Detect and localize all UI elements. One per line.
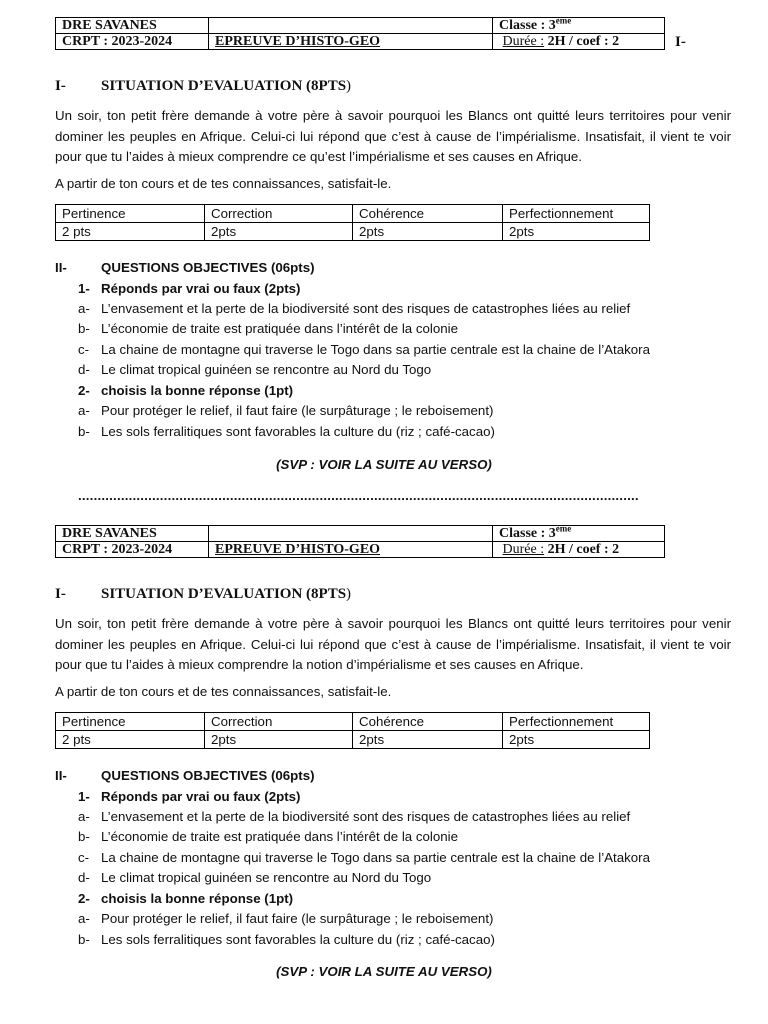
criteria-header: Cohérence	[353, 205, 503, 223]
criteria-table-top	[55, 204, 650, 241]
criteria-header: Cohérence	[353, 713, 503, 731]
instruction-bottom: A partir de ton cours et de tes connaissances, satisfait-le.	[55, 684, 392, 699]
header-crpt: CRPT : 2023-2024	[56, 542, 209, 558]
situation-paragraph-bottom: Un soir, ton petit frère demande à votre père à savoir pourquoi les Blancs ont quitté leurs territoires pour venir dominer les peuples en Afrique. Celui-ci lui répond que c’est à cause de l’impérialisme. Insatisfait, il vient te voir pour que tu l’aides à mieux comprendre la notion d’impérialisme et ses causes en Afrique.	[55, 616, 731, 672]
header-duree: Durée : 2H / coef : 2	[493, 542, 665, 558]
header-classe: Classe : 3ème	[493, 526, 665, 542]
criteria-points: 2 pts	[56, 223, 205, 241]
criteria-header: Perfectionnement	[503, 205, 650, 223]
side-mark: I-	[675, 34, 686, 50]
header-exam-title: EPREUVE D’HISTO-GEO	[209, 542, 493, 558]
criteria-table-bottom	[55, 712, 650, 749]
criteria-header: Pertinence	[56, 205, 205, 223]
criteria-points: 2 pts	[56, 731, 205, 749]
footer-note-bottom: (SVP : VOIR LA SUITE AU VERSO)	[276, 964, 492, 979]
header-classe: Classe : 3ème	[493, 18, 665, 34]
section1-heading-bottom: I- SITUATION D’EVALUATION (8PTS)	[55, 586, 352, 602]
footer-note-top: (SVP : VOIR LA SUITE AU VERSO)	[276, 457, 492, 472]
criteria-points: 2pts	[353, 731, 503, 749]
header-empty-cell	[209, 526, 493, 542]
criteria-header: Correction	[205, 713, 353, 731]
criteria-points: 2pts	[353, 223, 503, 241]
header-region: DRE SAVANES	[56, 18, 209, 34]
header-table-top	[55, 17, 665, 50]
header-table-bottom	[55, 525, 665, 558]
criteria-header: Correction	[205, 205, 353, 223]
criteria-points: 2pts	[205, 223, 353, 241]
criteria-header: Perfectionnement	[503, 713, 650, 731]
criteria-header: Pertinence	[56, 713, 205, 731]
header-crpt: CRPT : 2023-2024	[56, 34, 209, 50]
header-region: DRE SAVANES	[56, 526, 209, 542]
header-empty-cell	[209, 18, 493, 34]
situation-paragraph-top: Un soir, ton petit frère demande à votre père à savoir pourquoi les Blancs ont quitté leurs territoires pour venir dominer les peuples en Afrique. Celui-ci lui répond que c’est à cause de l’impérialisme. Insatisfait, il vient te voir pour que tu l’aides à mieux comprendre ce qu’est l’impérialisme et ses causes en Afrique.	[55, 108, 731, 164]
header-duree: Durée : 2H / coef : 2	[493, 34, 665, 50]
section1-heading-top: I- SITUATION D’EVALUATION (8PTS)	[55, 78, 352, 94]
criteria-points: 2pts	[503, 731, 650, 749]
instruction-top: A partir de ton cours et de tes connaissances, satisfait-le.	[55, 176, 392, 191]
header-exam-title: EPREUVE D’HISTO-GEO	[209, 34, 493, 50]
criteria-points: 2pts	[205, 731, 353, 749]
separator-dots: ................................................................................................................................................	[78, 488, 639, 503]
criteria-points: 2pts	[503, 223, 650, 241]
